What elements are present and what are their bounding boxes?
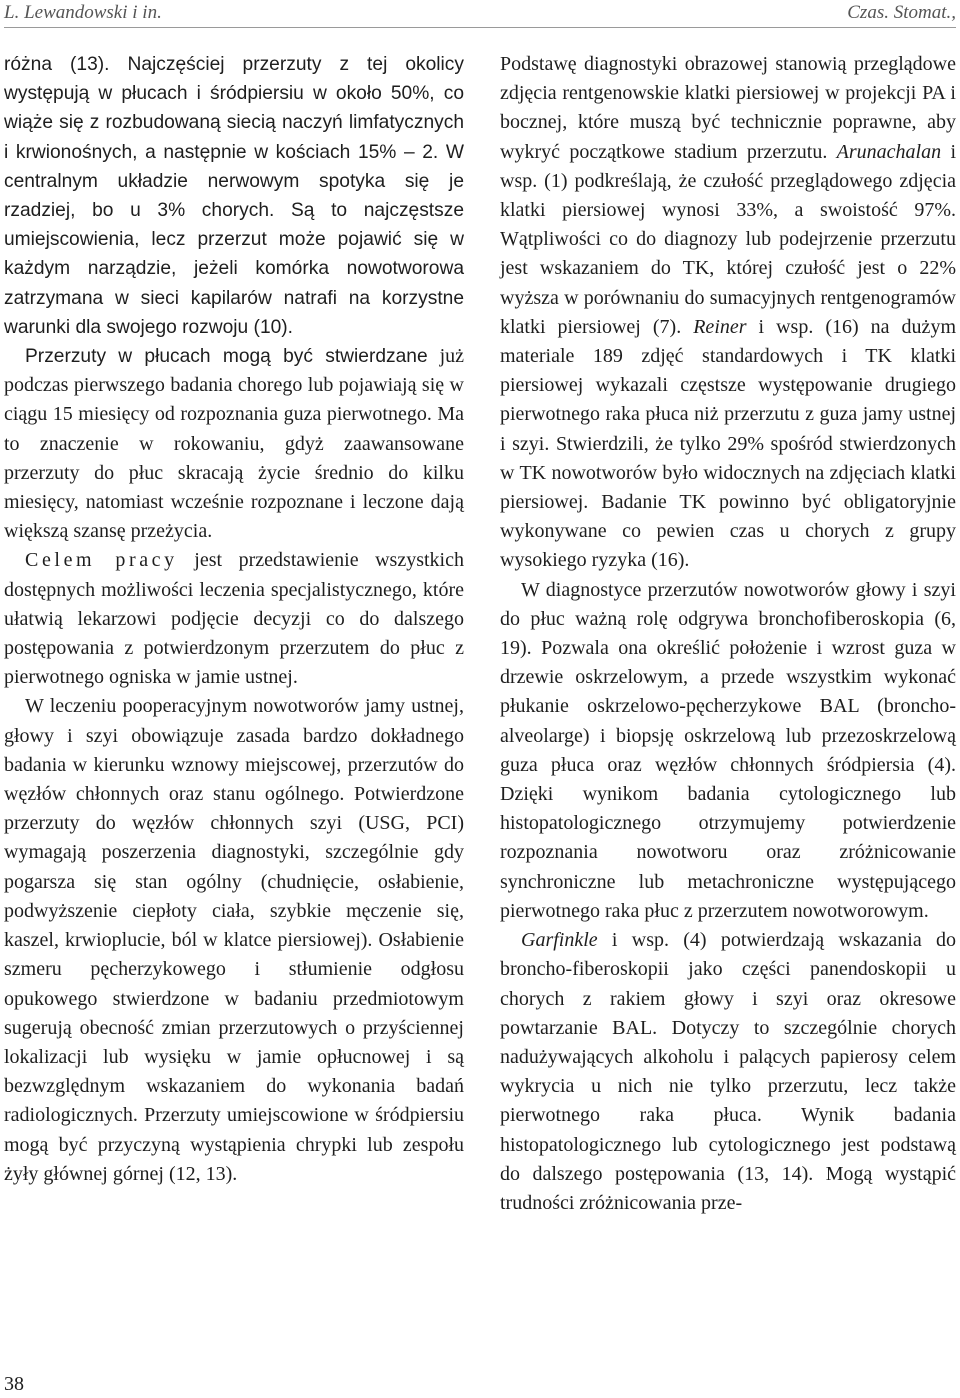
paragraph-aim	[4, 546, 464, 692]
aim-heading: Celem pracy	[25, 549, 178, 572]
paragraph-text: jest przedstawienie wszystkich dostępnych możliwości leczenia specjalistycznego, które ułatwią lekarzowi podjęcie decyzji co do dalszego postępowania z potwierdzonym przerzutem do płuc z pierwotnego ogniska w jamie ustnej.	[4, 549, 464, 689]
paragraph-text: już podczas pierwszego badania chorego lub pojawiają się w ciągu 15 miesięcy od rozpoznania guza pierwotnego. Ma to znaczenie w rokowaniu, gdyż zaawansowane przerzuty do płuc skracają życie średnio do kilku miesięcy, natomiast wcześnie rozpoznane i leczone dają większą szansę przeżycia.	[4, 345, 465, 543]
right-column	[500, 50, 956, 1218]
running-head-journal: Czas. Stomat.,	[847, 2, 956, 23]
paragraph-text: W diagnostyce przerzutów nowotworów głowy i szyi do płuc ważną rolę odgrywa bronchofiberoskopia (6, 19). Pozwala ona określić położenie i wzrost guza w drzewie oskrzelowym, a przede wszystkim wykonać płukanie oskrzelowo-pęcherzykowe BAL (broncho-alveolarge) i biopsję oskrzelową lub przezoskrzelową guza płuca oraz węzłów chłonnych śródpiersia (4). Dzięki wynikom badania cytologicznego lub histopatologicznego otrzymujemy potwierdzenie rozpoznania nowotworu oraz zróżnicowanie synchroniczne lub metachroniczne występującego pierwotnego raka płuc z przerzutem nowotworowym.	[500, 578, 956, 922]
paragraph-text: i wsp. (4) potwierdzają wskazania do broncho-fiberoskopii jako części panendoskopii u chorych z rakiem głowy i szyi oraz okresowe powtarzanie BAL. Dotyczy to szczególnie chorych nadużywających alkoholu i palących papierosy celem wykrycia u nich nie tylko przerzutu, lecz także pierwotnego raka płuca. Wynik badania histopatologicznego lub cytologicznego jest podstawą do dalszego postępowania (13, 14). Mogą wystąpić trudności zróżnicowania prze-	[500, 929, 956, 1214]
paragraph-text: Podstawę diagnostyki obrazowej stanowią przeglądowe zdjęcia rentgenowskie klatki piersiowej w projekcji PA i bocznej, które muszą być technicznie poprawne, aby wykryć początkowe stadium przerzutu.	[500, 53, 956, 163]
paragraph-text: W leczeniu pooperacyjnym nowotworów jamy ustnej, głowy i szyi obowiązuje zasada bardzo dokładnego badania w kierunku wznowy miejscowej, przerzutów do węzłów chłonnych oraz stanu ogólnego. Potwierdzone przerzuty do węzłów chłonnych szyi (USG, PCI) wymagają poszerzenia diagnostyki, szczególnie gdy pogarsza się stan ogólny (chudnięcie, osłabienie, podwyższenie ciepłoty ciała, szybkie męczenie się, kaszel, krwioplucie, ból w klatce piersiowej). Osłabienie szmeru pęcherzykowego i stłumienie odgłosu opukowego stwierdzone w badaniu przedmiotowym sugerują obecność zmian przerzutowych o przyściennej lokalizacji lub wysięku w jamie opłucnowej i są bezwzględnym wskazaniem do wykonania badań radiologicznych. Przerzuty umiejscowione w śródpiersiu mogą być przyczyną wystąpienia chrypki lub zespołu żyły głównej górnej (12, 13).	[4, 695, 464, 1185]
running-head-authors: L. Lewandowski i in.	[4, 2, 162, 23]
paragraph-metastasis-sites	[4, 50, 464, 342]
left-column	[4, 50, 464, 1189]
paragraph-imaging	[500, 50, 956, 576]
paragraph-garfinkle	[500, 926, 956, 1218]
author-name: Reiner	[693, 315, 747, 338]
author-name: Arunachalan	[836, 140, 942, 163]
paragraph-postoperative	[4, 692, 464, 1188]
paragraph-bronchofiberoscopy	[500, 576, 956, 926]
paragraph-text: i wsp. (1) podkreślają, że czułość przeglądowego zdjęcia klatki piersiowej wynosi 33%, a swoistość 97%. Wątpliwości co do diagnozy lub podejrzenie przerzutu jest wskazaniem do TK, której czułość jest o 22% wyższa w porównaniu do sumacyjnych rentgenogramów klatki piersiowej (7).	[500, 140, 957, 338]
author-name: Garfinkle	[521, 929, 598, 952]
running-head	[4, 2, 956, 24]
paragraph-text-sans: Przerzuty w płucach mogą być stwierdzane	[25, 346, 428, 368]
page-number: 38	[4, 1373, 24, 1395]
paragraph-text: i wsp. (16) na dużym materiale 189 zdjęć standardowych i TK klatki piersiowej wykazali częstsze występowanie drugiego pierwotnego raka płuca niż przerzutu z guza jamy ustnej i szyi. Stwierdzili, że tylko 29% spośród stwierdzonych w TK nowotworów było widocznych na zdjęciach klatki piersiowej. Badanie TK powinno być obligatoryjnie wykonywane co pewien czas u chorych z grupy wysokiego ryzyka (16).	[500, 315, 956, 572]
paragraph-lung-metastases	[4, 342, 464, 546]
header-rule	[4, 27, 956, 28]
paragraph-text: różna (13). Najczęściej przerzuty z tej okolicy występują w płucach i śródpiersiu w około 50%, co wiąże się z rozbudowaną siecią naczyń limfatycznych i krwionośnych, a następnie w kościach 15% – 2. W centralnym układzie nerwowym spotyka się je rzadziej, bo u 3% chorych. Są to najczęstsze umiejscowienia, lecz przerzut może pojawić się w każdym narządzie, jeżeli komórka nowotworowa zatrzymana w sieci kapilarów natrafi na korzystne warunki dla swojego rozwoju (10).	[4, 54, 464, 338]
